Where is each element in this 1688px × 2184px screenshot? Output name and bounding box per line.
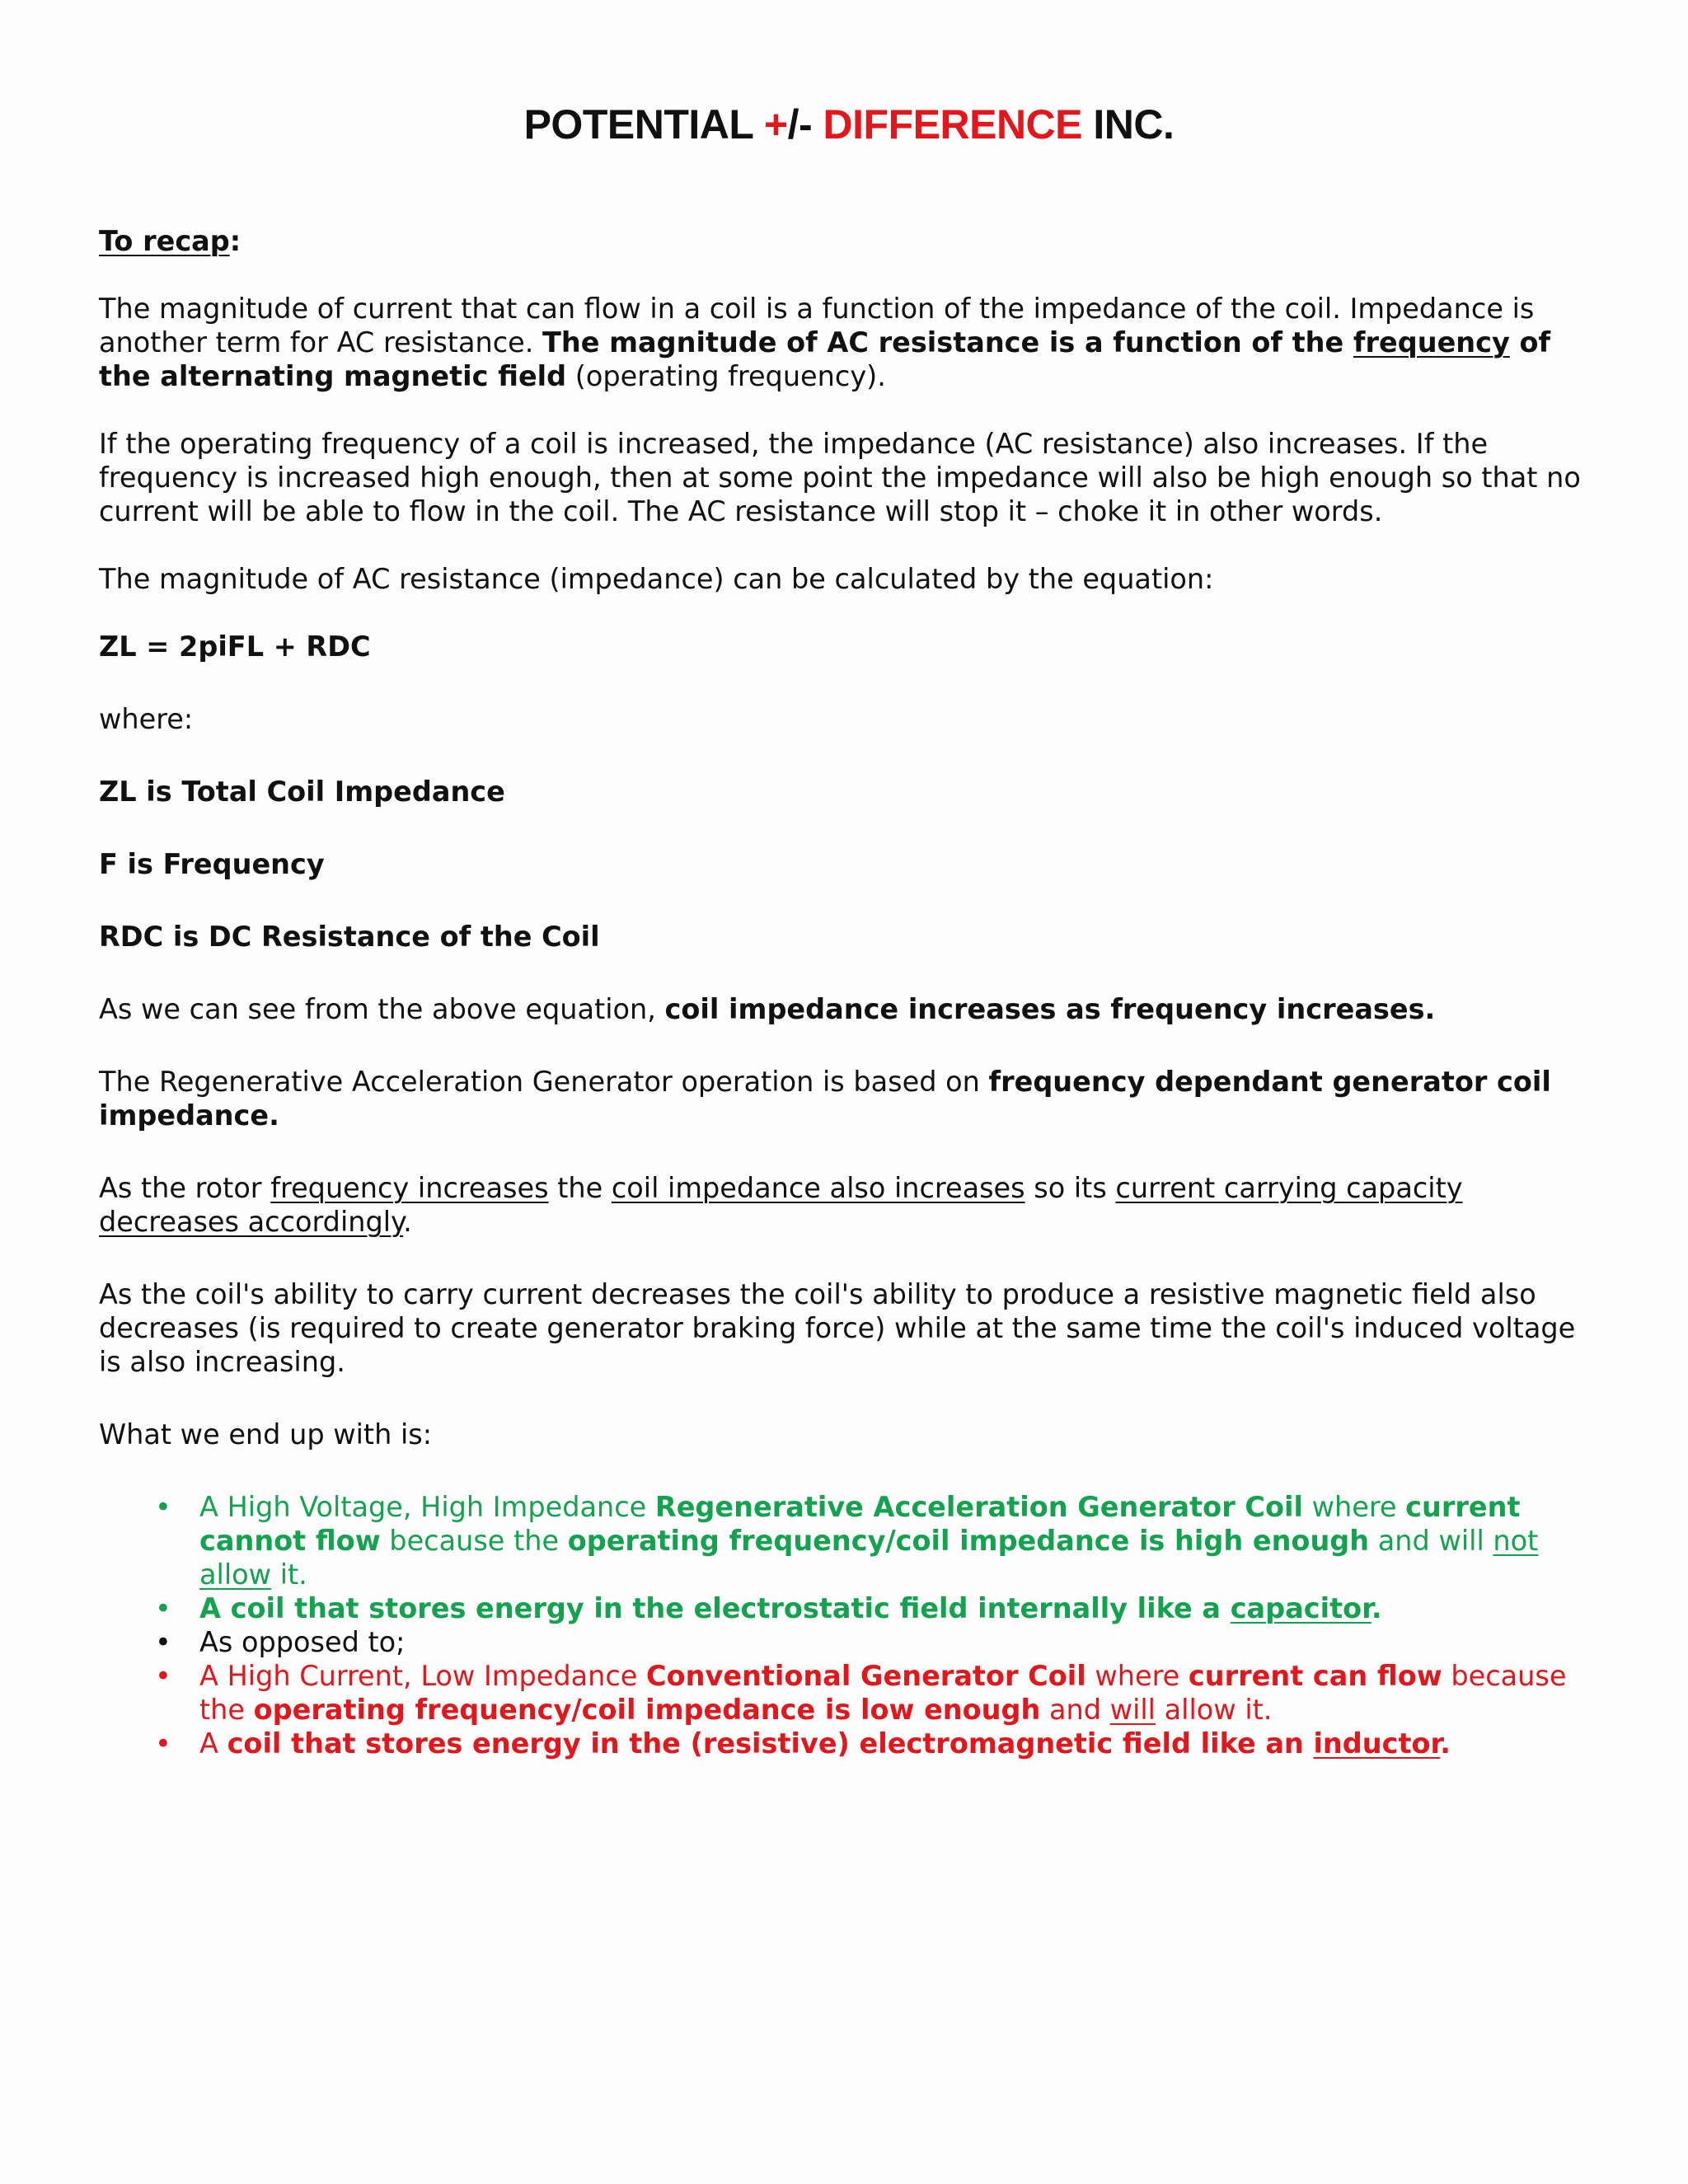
p5-bold: frequency dependant generator coil impedance.: [99, 1066, 1551, 1132]
b1-underline: not allow: [199, 1525, 1539, 1591]
where-label: where:: [99, 703, 194, 735]
b2-strong-2: .: [1371, 1592, 1382, 1624]
list-item-opposed: [99, 1625, 1599, 1659]
p1-bold-2: of the alternating magnetic field: [99, 326, 1551, 392]
p1-bold-1: The magnitude of AC resistance is a function of the: [542, 326, 1353, 359]
bullet-dot: •: [155, 1626, 171, 1658]
definition-rdc: RDC is DC Resistance of the Coil: [99, 921, 600, 953]
list-item-inductor: [99, 1727, 1599, 1760]
p6-underline-2: coil impedance also increases: [611, 1172, 1025, 1204]
paragraph-equation-intro: The magnitude of AC resistance (impedance) can be calculated by the equation:: [99, 563, 1214, 595]
paragraph-rotor-frequency: [99, 1171, 1599, 1239]
bullet-dot: •: [155, 1727, 171, 1760]
b4-text-3: because the: [199, 1660, 1567, 1726]
b4-text-1: A High Current, Low Impedance: [199, 1660, 647, 1692]
paragraph-frequency-increase: If the operating frequency of a coil is increased, the impedance (AC resistance) also increases. If the frequency is increased high enough, then at some point the impedance will also be high enough so that no current will be able to flow in the coil. The AC resistance will stop it – choke it in other words.: [99, 428, 1581, 527]
paragraph-end-up: What we end up with is:: [99, 1418, 432, 1451]
b4-text-4: and: [1040, 1694, 1110, 1726]
p5-text: The Regenerative Acceleration Generator operation is based on: [99, 1066, 989, 1098]
title-difference: DIFFERENCE: [823, 101, 1083, 148]
b1-text-1: A High Voltage, High Impedance: [199, 1491, 655, 1523]
equation: ZL = 2piFL + RDC: [99, 630, 371, 663]
b5-text-1: A: [199, 1727, 227, 1760]
p6-underline-3: current carrying capacity decreases accordingly: [99, 1172, 1463, 1238]
list-item-rag-coil: [99, 1490, 1599, 1591]
p6-text-2: the: [548, 1172, 612, 1204]
p6-text-3: so its: [1025, 1172, 1116, 1204]
b1-text-2: where: [1302, 1491, 1406, 1523]
bullet-dot: •: [155, 1660, 171, 1692]
page-title: [99, 101, 1599, 148]
b4-strong-2: current can flow: [1188, 1660, 1442, 1692]
title-inc: INC.: [1082, 101, 1175, 148]
b2-strong-underline: capacitor: [1230, 1592, 1372, 1624]
recap-heading-text: To recap: [99, 225, 230, 257]
p4-bold: coil impedance increases as frequency increases.: [664, 993, 1436, 1025]
comparison-list: [99, 1490, 1599, 1760]
b1-strong-2: current cannot flow: [199, 1491, 1521, 1557]
p6-underline-1: frequency increases: [270, 1172, 549, 1204]
b5-strong-underline: inductor: [1313, 1727, 1441, 1760]
title-plus: +: [763, 101, 788, 148]
b2-strong-1: A coil that stores energy in the electrostatic field internally like a: [199, 1592, 1231, 1624]
b1-text-4: and will: [1369, 1525, 1493, 1557]
p6-text-1: As the rotor: [99, 1172, 271, 1204]
b5-strong-1: coil that stores energy in the (resistive) electromagnetic field like an: [227, 1727, 1314, 1760]
b4-underline: will: [1109, 1694, 1156, 1726]
title-slash: /-: [787, 101, 823, 148]
b3-text: As opposed to;: [199, 1626, 406, 1658]
paragraph-equation-conclusion: [99, 992, 1599, 1026]
b1-strong-3: operating frequency/coil impedance is high enough: [567, 1525, 1370, 1557]
p4-text: As we can see from the above equation,: [99, 993, 665, 1025]
paragraph-impedance-intro: [99, 292, 1599, 393]
p1-bold-underline: frequency: [1353, 326, 1510, 359]
paragraph-coil-ability: As the coil's ability to carry current decreases the coil's ability to produce a resistive magnetic field also decreases (is required to create generator braking force) while at the same time the coil's induced voltage is also increasing.: [99, 1278, 1576, 1378]
recap-heading-colon: :: [229, 225, 241, 257]
b4-text-5: allow it.: [1156, 1694, 1273, 1726]
b1-text-5: it.: [271, 1558, 307, 1591]
definition-zl: ZL is Total Coil Impedance: [99, 776, 505, 808]
title-part1: POTENTIAL: [523, 101, 764, 148]
list-item-capacitor: [99, 1591, 1599, 1625]
bullet-dot: •: [155, 1491, 171, 1523]
paragraph-rag-operation: [99, 1065, 1599, 1132]
definition-f: F is Frequency: [99, 848, 325, 880]
b1-strong-1: Regenerative Acceleration Generator Coil: [654, 1491, 1303, 1523]
p1-text-1: The magnitude of current that can flow in a coil is a function of the impedance of the coil. Impedance is another term for AC resistance.: [99, 293, 1535, 359]
b4-strong-3: operating frequency/coil impedance is low enough: [253, 1694, 1041, 1726]
b4-text-2: where: [1085, 1660, 1189, 1692]
bullet-dot: •: [155, 1592, 171, 1624]
list-item-conventional-coil: [99, 1659, 1599, 1727]
b1-text-3: because the: [380, 1525, 568, 1557]
p1-text-2: (operating frequency).: [566, 360, 886, 392]
b4-strong-1: Conventional Generator Coil: [646, 1660, 1086, 1692]
document-body: [99, 224, 1599, 1760]
b5-strong-2: .: [1440, 1727, 1451, 1760]
recap-heading: [99, 224, 1599, 258]
p6-text-4: .: [403, 1206, 412, 1238]
